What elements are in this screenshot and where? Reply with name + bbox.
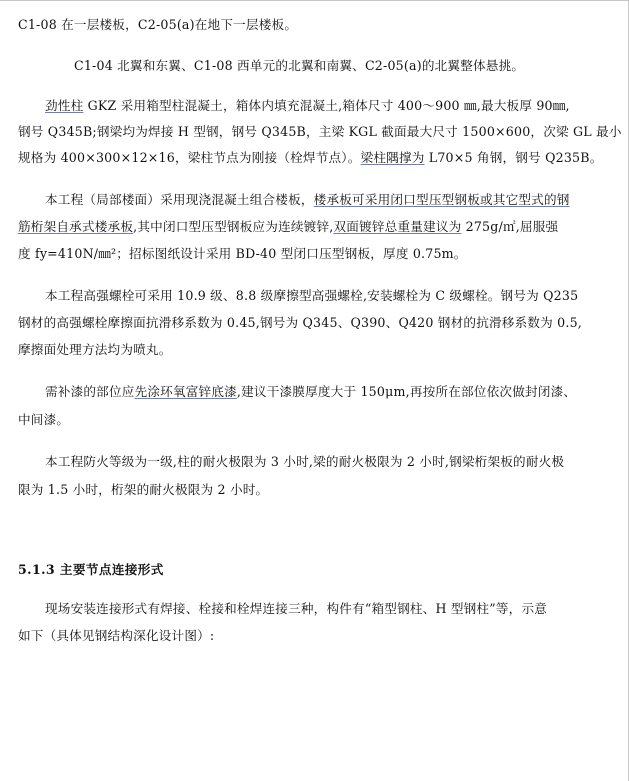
p3-line-3: 摩擦面处理方法均为喷丸。 — [18, 342, 172, 357]
p1-line-2: 钢号 Q345B;钢梁均为焊接 H 型钢，钢号 Q345B，主梁 KGL 截面最大尺寸 1500×600，次梁 GL 最小 — [18, 124, 622, 139]
p3-line-2: 钢材的高强螺栓摩擦面抗滑移系数为 0.45,钢号为 Q345、Q390、Q420 钢材的抗滑移系数为 0.5, — [18, 315, 582, 330]
underlined-term: 双面镀锌总重量建议为 — [333, 219, 462, 234]
p4-line-1: 需补漆的部位应先涂环氧富锌底漆,建议干漆膜厚度大于 150μm,再按所在部位依次做封闭漆、 — [45, 384, 577, 399]
section-heading: 5.1.3 主要节点连接形式 — [18, 562, 164, 577]
underlined-term: 楼承板可采用闭口型压型钢板或其它型式的钢 — [313, 192, 570, 207]
p1-line-1: 劲性柱 GKZ 采用箱型柱混凝土，箱体内填充混凝土,箱体尺寸 400～900 ㎜,最大板厚 90㎜, — [45, 98, 570, 113]
underlined-term: 劲性柱 — [45, 98, 84, 113]
section-line-1: 现场安装连接形式有焊接、栓接和栓焊连接三种，构件有“箱型钢柱、H 型钢柱”等，示意 — [45, 601, 548, 616]
underlined-term: 先涂环氧富锌底漆 — [134, 384, 237, 399]
section-line-2: 如下（具体见钢结构深化设计图）: — [18, 628, 215, 643]
underlined-term: 梁柱隅撑为 — [360, 150, 425, 165]
p1-line-3: 规格为 400×300×12×16，梁柱节点为刚接（栓焊节点）。梁柱隅撑为 L70×5 角钢，钢号 Q235B。 — [18, 150, 603, 165]
p5-line-2: 限为 1.5 小时，桁架的耐火极限为 2 小时。 — [18, 482, 269, 497]
p2-line-3: 度 fy=410N/㎜²；招标图纸设计采用 BD-40 型闭口压型钢板，厚度 0.75m。 — [18, 246, 467, 261]
p2-line-2: 筋桁架自承式楼承板,其中闭口型压型钢板应为连续镀锌,双面镀锌总重量建议为 275g/㎡,屈服强 — [18, 219, 559, 234]
intro-line-2: C1-04 北翼和东翼、C1-08 西单元的北翼和南翼、C2-05(a)的北翼整体悬挑。 — [74, 58, 525, 73]
p4-line-2: 中间漆。 — [18, 412, 70, 427]
p5-line-1: 本工程防火等级为一级,柱的耐火极限为 3 小时,梁的耐火极限为 2 小时,钢梁桁架板的耐火极 — [45, 454, 565, 469]
p2-line-1: 本工程（局部楼面）采用现浇混凝土组合楼板，楼承板可采用闭口型压型钢板或其它型式的钢 — [45, 192, 570, 207]
intro-line-1: C1-08 在一层楼板，C2-05(a)在地下一层楼板。 — [18, 17, 298, 32]
underlined-term: 筋桁架自承式楼承板 — [18, 219, 134, 234]
p3-line-1: 本工程高强螺栓可采用 10.9 级、8.8 级摩擦型高强螺栓,安装螺栓为 C 级螺栓。钢号为 Q235 — [45, 288, 579, 303]
